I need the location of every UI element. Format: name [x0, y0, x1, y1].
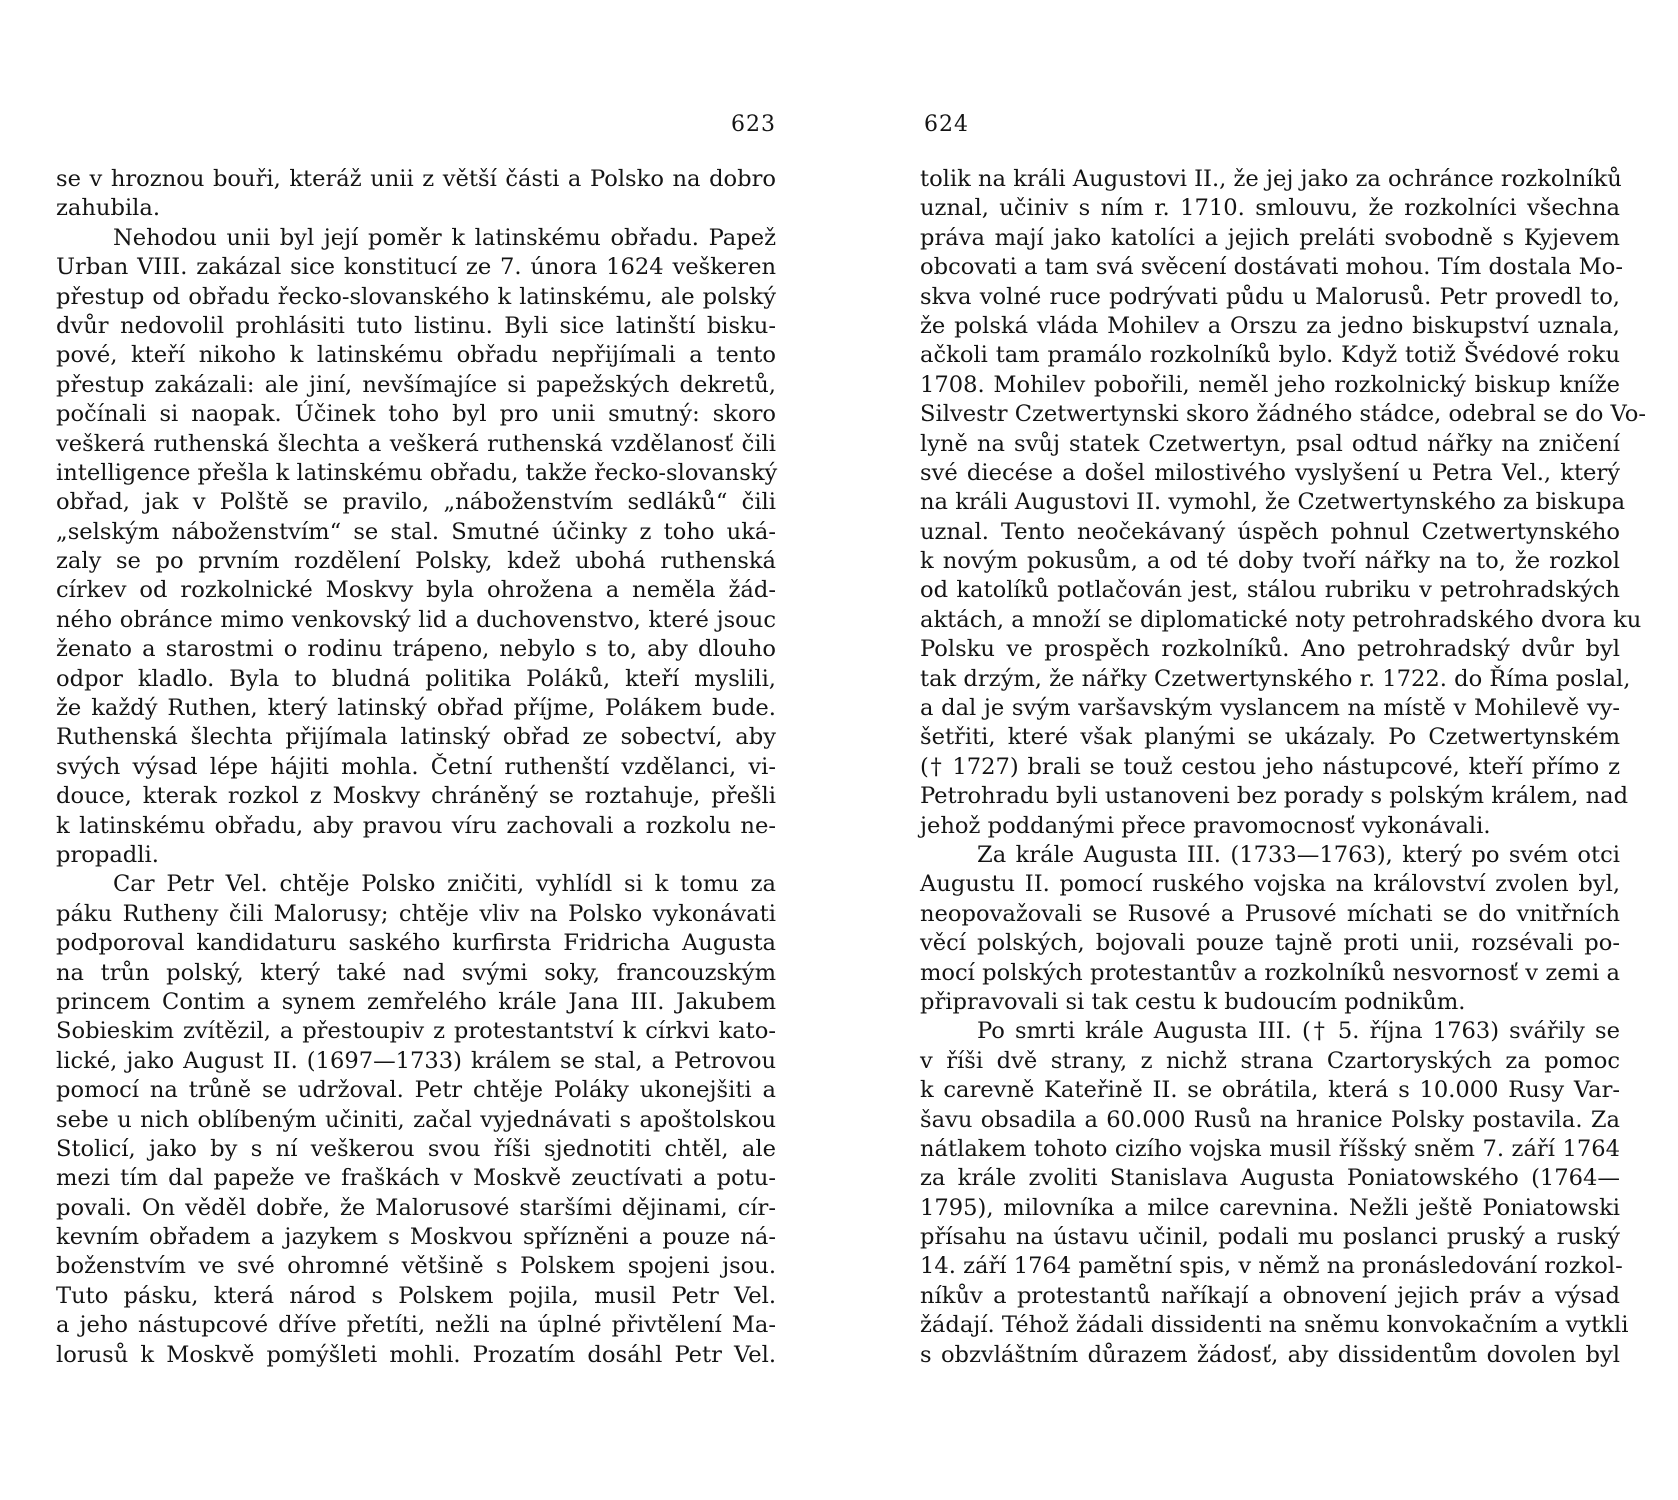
text-line: že každý Ruthen, který latinský obřad příjme, Polákem bude.: [56, 695, 776, 722]
text-line: propadli.: [56, 841, 159, 868]
text-line: tak drzým, že nářky Czetwertynského r. 1722. do Říma poslal,: [920, 665, 1631, 692]
text-line: uznal, učiniv s ním r. 1710. smlouvu, že rozkolníci všechna: [920, 195, 1620, 222]
text-line: podporoval kandidaturu saského kurfirsta Fridricha Augusta: [56, 930, 776, 957]
text-line: Petrohradu byli ustanoveni bez porady s polským králem, nad: [920, 783, 1629, 810]
page-number: 623: [731, 112, 776, 137]
text-line: žádají. Téhož žádali dissidenti na sněmu konvokačním a vytkli: [920, 1312, 1629, 1339]
text-line: jehož poddanými přece pravomocnosť vykonávali.: [920, 812, 1491, 839]
text-line: na trůn polský, který také nad svými soky, francouzským: [56, 959, 776, 986]
text-line: a dal je svým varšavským vyslancem na místě v Mohilevě vy-: [920, 695, 1620, 722]
text-line: 1795), milovníka a milce carevnina. Nežli ještě Poniatowski: [920, 1194, 1620, 1221]
text-line: obcovati a tam svá svěcení dostávati mohou. Tím dostala Mo-: [920, 254, 1623, 281]
text-line: obřad, jak v Polště se pravilo, „náboženstvím sedláků“ čili: [56, 489, 776, 516]
text-line: v říši dvě strany, z nichž strana Czartoryských za pomoc: [920, 1047, 1620, 1074]
text-line: douce, kterak rozkol z Moskvy chráněný se roztahuje, přešli: [56, 783, 776, 810]
body-text: [920, 165, 1646, 1370]
text-line: boženstvím ve své ohromné většině s Polskem spojeni jsou.: [56, 1253, 776, 1280]
text-line: na králi Augustovi II. vymohl, že Czetwertynského za biskupa: [920, 489, 1626, 516]
text-line: 1708. Mohilev pobořili, neměl jeho rozkolnický biskup kníže: [920, 371, 1620, 398]
text-line: šavu obsadila a 60.000 Rusů na hranice Polsky postavila. Za: [920, 1106, 1620, 1133]
text-line: odpor kladlo. Byla to bludná politika Poláků, kteří myslili,: [56, 665, 776, 692]
text-line: zahubila.: [56, 195, 161, 222]
text-line: za krále zvoliti Stanislava Augusta Poniatowského (1764—: [920, 1165, 1620, 1192]
text-line: Tuto pásku, která národ s Polskem pojila, musil Petr Vel.: [56, 1282, 776, 1309]
text-line: uznal. Tento neočekávaný úspěch pohnul Czetwertynského: [920, 518, 1620, 545]
text-line: přestup zakázali: ale jiní, nevšímajíce si papežských dekretů,: [56, 371, 776, 398]
text-line: k novým pokusům, a od té doby tvoří nářky na to, že rozkol: [920, 548, 1620, 575]
text-line: se v hroznou bouři, kteráž unii z větší části a Polsko na dobro: [56, 166, 776, 192]
text-line: aktách, a množí se diplomatické noty petrohradského dvora ku: [920, 606, 1642, 633]
text-line: povali. On věděl dobře, že Malorusové staršími dějinami, cír-: [56, 1194, 776, 1221]
text-line: k carevně Kateřině II. se obrátila, která s 10.000 Rusy Var-: [920, 1077, 1620, 1104]
text-line: zaly se po prvním rozdělení Polsky, kdež ubohá ruthenská: [56, 548, 776, 575]
text-line: počínali si naopak. Účinek toho byl pro unii smutný: skoro: [56, 401, 776, 428]
text-line: ného obránce mimo venkovský lid a duchovenstvo, které jsouc: [56, 606, 776, 633]
text-line: Za krále Augusta III. (1733—1763), který po svém otci: [977, 841, 1620, 868]
text-line: že polská vláda Mohilev a Orszu za jedno biskupství uznala,: [920, 312, 1620, 339]
page-number: 624: [924, 112, 969, 137]
text-line: Sobieskim zvítězil, a přestoupiv z protestantství k církvi kato-: [56, 1018, 776, 1045]
text-line: dvůr nedovolil prohlásiti tuto listinu. Byli sice latinští bisku-: [56, 312, 776, 339]
text-line: církev od rozkolnické Moskvy byla ohrožena a neměla žád-: [56, 577, 776, 604]
text-line: ačkoli tam pramálo rozkolníků bylo. Když totiž Švédové roku: [920, 342, 1620, 369]
text-line: († 1727) brali se touž cestou jeho nástupcové, kteří přímo z: [920, 753, 1620, 780]
text-line: lické, jako August II. (1697—1733) králem se stal, a Petrovou: [56, 1047, 776, 1074]
text-line: Urban VIII. zakázal sice konstitucí ze 7. února 1624 veškeren: [56, 254, 776, 281]
text-line: intelligence přešla k latinskému obřadu, takže řecko-slovanský: [56, 459, 778, 486]
text-line: připravovali si tak cestu k budoucím podnikům.: [920, 988, 1466, 1015]
text-line: mezi tím dal papeže ve fraškách v Moskvě zeuctívati a potu-: [56, 1165, 776, 1192]
text-line: ženato a starostmi o rodinu trápeno, nebylo s to, aby dlouho: [56, 636, 776, 663]
text-line: Silvestr Czetwertynski skoro žádného stádce, odebral se do Vo-: [920, 401, 1646, 428]
text-line: přísahu na ústavu učinil, podali mu poslanci pruský a ruský: [920, 1224, 1620, 1251]
text-line: svých výsad lépe hájiti mohla. Četní ruthenští vzdělanci, vi-: [56, 753, 776, 780]
text-line: šetřiti, které však planými se ukázaly. Po Czetwertynském: [920, 724, 1620, 751]
text-line: mocí polských protestantův a rozkolníků nesvornosť v zemi a: [920, 959, 1620, 986]
text-line: a jeho nástupcové dříve přetíti, nežli na úplné přivtělení Ma-: [56, 1312, 776, 1339]
body-text: [56, 165, 776, 1370]
text-line: od katolíků potlačován jest, stálou rubriku v petrohradských: [920, 577, 1620, 604]
text-line: Nehodou unii byl její poměr k latinskému obřadu. Papež: [113, 224, 776, 251]
text-line: tolik na králi Augustovi II., že jej jako za ochránce rozkolníků: [920, 166, 1622, 192]
text-line: Stolicí, jako by s ní veškerou svou říši sjednotiti chtěl, ale: [56, 1135, 776, 1162]
text-line: přestup od obřadu řecko-slovanského k latinskému, ale polský: [56, 283, 776, 310]
text-line: věcí polských, bojovali pouze tajně proti unii, rozsévali po-: [920, 930, 1620, 957]
text-line: pové, kteří nikoho k latinskému obřadu nepřijímali a tento: [56, 342, 776, 369]
text-line: své diecése a došel milostivého vyslyšení u Petra Vel., který: [920, 459, 1620, 486]
text-line: skva volné ruce podrývati půdu u Malorusů. Petr provedl to,: [920, 283, 1620, 310]
text-line: níkův a protestantů naříkají a obnovení jejich práv a výsad: [920, 1282, 1620, 1309]
text-line: Ruthenská šlechta přijímala latinský obřad ze sobectví, aby: [56, 724, 776, 751]
text-line: kevním obřadem a jazykem s Moskvou spřízněni a pouze ná-: [56, 1224, 776, 1251]
text-line: „selským náboženstvím“ se stal. Smutné účinky z toho uká-: [56, 518, 776, 545]
text-line: princem Contim a synem zemřelého krále Jana III. Jakubem: [56, 988, 776, 1015]
text-line: nátlakem tohoto cizího vojska musil říšský sněm 7. září 1764: [920, 1135, 1620, 1162]
text-line: Po smrti krále Augusta III. († 5. října 1763) svářily se: [977, 1018, 1620, 1045]
text-line: sebe u nich oblíbeným učiniti, začal vyjednávati s apoštolskou: [56, 1106, 776, 1133]
text-line: Car Petr Vel. chtěje Polsko zničiti, vyhlídl si k tomu za: [113, 871, 776, 898]
text-line: páku Rutheny čili Malorusy; chtěje vliv na Polsko vykonávati: [56, 900, 776, 927]
text-line: pomocí na trůně se udržoval. Petr chtěje Poláky ukonejšiti a: [56, 1077, 776, 1104]
text-line: k latinskému obřadu, aby pravou víru zachovali a rozkolu ne-: [56, 812, 776, 839]
text-line: Augustu II. pomocí ruského vojska na království zvolen byl,: [920, 871, 1620, 898]
text-line: s obzvláštním důrazem žádosť, aby dissidentům dovolen byl: [920, 1341, 1620, 1368]
text-line: veškerá ruthenská šlechta a veškerá ruthenská vzdělanosť čili: [56, 430, 776, 457]
text-line: práva mají jako katolíci a jejich preláti svobodně s Kyjevem: [920, 224, 1620, 251]
text-line: lyně na svůj statek Czetwertyn, psal odtud nářky na zničení: [920, 430, 1620, 457]
text-line: lorusů k Moskvě pomýšleti mohli. Prozatím dosáhl Petr Vel.: [56, 1341, 776, 1368]
text-line: 14. září 1764 pamětní spis, v němž na pronásledování rozkol-: [920, 1253, 1623, 1280]
text-line: neopovažovali se Rusové a Prusové míchati se do vnitřních: [920, 900, 1620, 927]
text-line: Polsku ve prospěch rozkolníků. Ano petrohradský dvůr byl: [920, 636, 1620, 663]
